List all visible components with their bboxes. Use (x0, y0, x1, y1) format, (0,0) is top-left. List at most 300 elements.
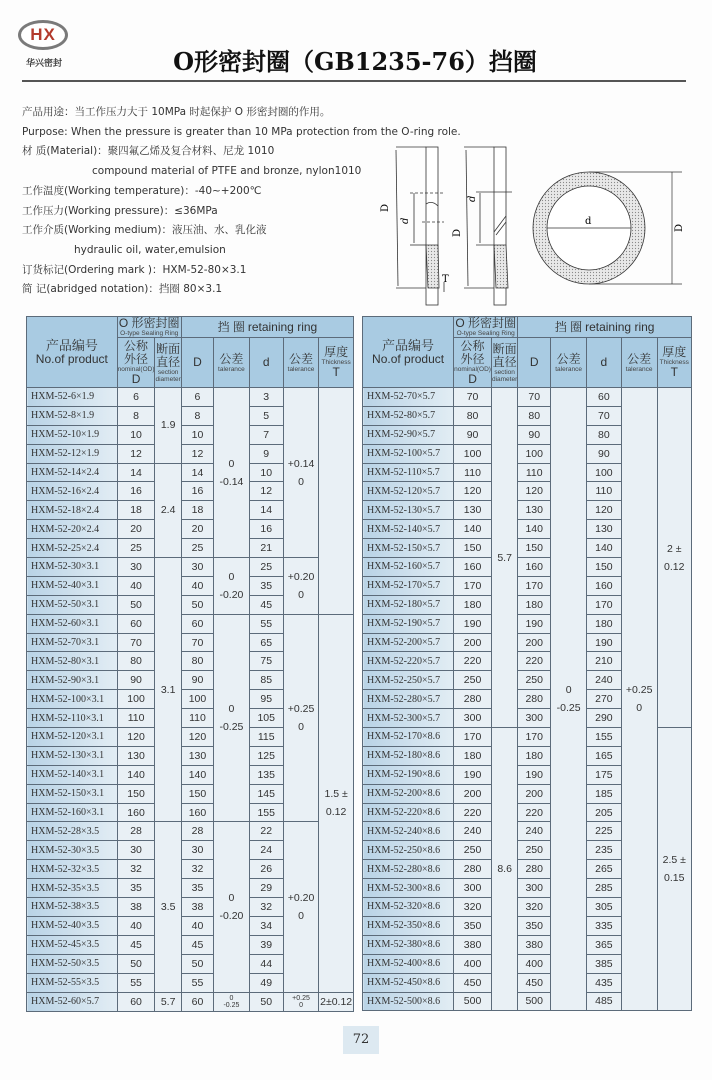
working-medium-en: hydraulic oil, water,emulsion (74, 243, 226, 256)
retaining-d: 150 (587, 558, 622, 577)
product-code: HXM-52-150×5.7 (363, 539, 454, 558)
nominal-od: 35 (117, 879, 155, 898)
retaining-d: 49 (249, 973, 283, 992)
material-en: compound material of PTFE and bronze, nylon1010 (92, 165, 362, 178)
retaining-d: 65 (249, 633, 283, 652)
nominal-od: 90 (117, 671, 155, 690)
product-code: HXM-52-60×3.1 (27, 614, 118, 633)
header-tol-cn: 公差 (289, 351, 314, 366)
D-tolerance-line: -0.25 (219, 721, 244, 734)
header-tol-en: talerance (555, 365, 582, 373)
product-code: HXM-52-450×8.6 (363, 973, 454, 992)
section-diameter (491, 728, 517, 1011)
left-header-oring (117, 317, 181, 338)
product-code: HXM-52-12×1.9 (27, 444, 118, 463)
table-row (27, 822, 354, 841)
side-view-1-label-d: d (400, 217, 411, 224)
retaining-D: 90 (181, 671, 213, 690)
retaining-d: 25 (249, 558, 283, 577)
nominal-od: 40 (117, 916, 155, 935)
logo-mark: HX (30, 25, 56, 44)
retaining-D: 25 (181, 539, 213, 558)
header-tol-cn: 公差 (556, 351, 581, 366)
product-code: HXM-52-130×3.1 (27, 746, 118, 765)
retaining-D: 220 (518, 652, 551, 671)
retaining-d: 185 (587, 784, 622, 803)
retaining-D: 500 (518, 992, 551, 1011)
section-diameter-line: 5.7 (497, 551, 512, 564)
left-header-D (181, 338, 213, 388)
nominal-od: 200 (454, 784, 492, 803)
section-diameter-line: 5.7 (160, 995, 176, 1008)
header-nominal-en: nominal(OD) (454, 365, 491, 373)
d-tolerance-line: 0 (298, 721, 304, 734)
side-view-1 (396, 147, 444, 305)
header-product-en: No.of product (372, 352, 445, 366)
retaining-D: 120 (518, 482, 551, 501)
nominal-od: 150 (117, 784, 155, 803)
left-header-section (155, 338, 181, 388)
product-code: HXM-52-110×5.7 (363, 463, 454, 482)
thickness-line: 2 ± (667, 542, 682, 555)
retaining-d: 75 (249, 652, 283, 671)
product-code: HXM-52-320×8.6 (363, 898, 454, 917)
product-code: HXM-52-120×3.1 (27, 728, 118, 747)
header-nominal-sym: D (131, 371, 141, 386)
nominal-od: 16 (117, 482, 155, 501)
header-section-cn1: 断面 (156, 341, 181, 356)
title-divider (22, 80, 686, 82)
retaining-d: 5 (249, 406, 283, 425)
D-tolerance (214, 388, 250, 558)
retaining-D: 180 (518, 746, 551, 765)
retaining-d: 34 (249, 916, 283, 935)
retaining-D: 130 (181, 746, 213, 765)
d-tolerance-line: 0 (636, 702, 643, 715)
d-tolerance (283, 558, 319, 615)
left-header-nominal (117, 338, 155, 388)
front-view-label-d: d (585, 216, 592, 227)
product-code: HXM-52-50×3.1 (27, 595, 118, 614)
nominal-od: 170 (454, 728, 492, 747)
nominal-od: 300 (454, 879, 492, 898)
nominal-od: 250 (454, 841, 492, 860)
retaining-D: 55 (181, 973, 213, 992)
product-code: HXM-52-25×2.4 (27, 539, 118, 558)
nominal-od: 160 (117, 803, 155, 822)
nominal-od: 200 (454, 633, 492, 652)
header-product-cn: 产品编号 (382, 338, 435, 353)
retaining-d: 305 (587, 898, 622, 917)
D-tolerance (214, 558, 250, 615)
product-code: HXM-52-250×5.7 (363, 671, 454, 690)
header-retaining-cn: 挡 圈 (217, 319, 245, 334)
d-tolerance-line: +0.25 (625, 684, 653, 697)
nominal-od: 350 (454, 916, 492, 935)
nominal-od: 220 (454, 803, 492, 822)
retaining-D: 40 (181, 576, 213, 595)
section-diameter (155, 388, 181, 464)
section-diameter-line: 3.5 (160, 900, 176, 913)
retaining-d: 50 (249, 992, 283, 1011)
product-code: HXM-52-18×2.4 (27, 501, 118, 520)
retaining-D: 380 (518, 935, 551, 954)
nominal-od: 8 (117, 406, 155, 425)
retaining-D: 300 (518, 879, 551, 898)
retaining-D: 14 (181, 463, 213, 482)
D-tolerance-line: 0 (565, 684, 572, 697)
section-diameter-line: 8.6 (497, 863, 512, 876)
retaining-d: 95 (249, 690, 283, 709)
retaining-D: 60 (181, 614, 213, 633)
retaining-d: 140 (587, 539, 622, 558)
product-code: HXM-52-150×3.1 (27, 784, 118, 803)
nominal-od: 20 (117, 520, 155, 539)
product-code: HXM-52-20×2.4 (27, 520, 118, 539)
nominal-od: 30 (117, 841, 155, 860)
d-tolerance-line: +0.25 (287, 703, 315, 716)
header-section-cn1: 断面 (492, 341, 517, 356)
nominal-od: 28 (117, 822, 155, 841)
product-code: HXM-52-80×5.7 (363, 406, 454, 425)
nominal-od: 70 (117, 633, 155, 652)
retaining-D: 170 (518, 576, 551, 595)
d-tolerance-line: 0 (299, 1001, 303, 1009)
abridged-notation: 简 记(abridged notation)：挡圈 80×3.1 (22, 283, 223, 296)
d-tolerance (283, 614, 319, 822)
d-tolerance-line: 0 (298, 588, 304, 601)
retaining-D: 280 (518, 860, 551, 879)
product-code: HXM-52-30×3.1 (27, 558, 118, 577)
nominal-od: 190 (454, 765, 492, 784)
retaining-d: 14 (249, 501, 283, 520)
nominal-od: 110 (454, 463, 492, 482)
product-code: HXM-52-300×5.7 (363, 709, 454, 728)
product-code: HXM-52-32×3.5 (27, 860, 118, 879)
nominal-od: 110 (117, 709, 155, 728)
nominal-od: 100 (454, 444, 492, 463)
header-tol-en: talerance (218, 365, 245, 373)
product-code: HXM-52-120×5.7 (363, 482, 454, 501)
header-tol-en: talerance (625, 365, 653, 373)
d-tolerance-line: 0 (298, 475, 304, 488)
retaining-D: 70 (518, 388, 551, 407)
product-code: HXM-52-160×3.1 (27, 803, 118, 822)
header-section-cn2: 直径 (492, 354, 517, 369)
retaining-D: 150 (518, 539, 551, 558)
working-pressure: 工作压力(Working pressure)：≤36MPa (22, 204, 218, 217)
retaining-d: 85 (249, 671, 283, 690)
product-code: HXM-52-40×3.1 (27, 576, 118, 595)
D-tolerance-line: -0.14 (219, 475, 244, 488)
product-code: HXM-52-80×3.1 (27, 652, 118, 671)
product-code: HXM-52-28×3.5 (27, 822, 118, 841)
nominal-od: 140 (454, 520, 492, 539)
left-header-product (27, 317, 118, 388)
retaining-D: 160 (181, 803, 213, 822)
retaining-D: 140 (181, 765, 213, 784)
retaining-D: 28 (181, 822, 213, 841)
D-tolerance-line: -0.20 (219, 909, 244, 922)
retaining-d: 225 (587, 822, 622, 841)
retaining-D: 100 (181, 690, 213, 709)
header-section-en2: diameter (491, 375, 518, 383)
thickness-line: 0.12 (664, 560, 685, 573)
retaining-D: 200 (518, 784, 551, 803)
retaining-d: 21 (249, 539, 283, 558)
retaining-d: 335 (587, 916, 622, 935)
spec-table-right (362, 316, 692, 1011)
retaining-d: 435 (587, 973, 622, 992)
retaining-d: 385 (587, 954, 622, 973)
d-tolerance-line: +0.14 (287, 457, 315, 470)
product-code: HXM-52-350×8.6 (363, 916, 454, 935)
retaining-d: 290 (587, 709, 622, 728)
nominal-od: 60 (117, 614, 155, 633)
thickness (319, 992, 354, 1011)
retaining-D: 32 (181, 860, 213, 879)
retaining-D: 280 (518, 690, 551, 709)
product-code: HXM-52-55×3.5 (27, 973, 118, 992)
retaining-d: 70 (587, 406, 622, 425)
retaining-d: 39 (249, 935, 283, 954)
header-D-label: D (193, 355, 202, 369)
retaining-d: 7 (249, 425, 283, 444)
nominal-od: 150 (454, 539, 492, 558)
retaining-d: 12 (249, 482, 283, 501)
retaining-D: 10 (181, 425, 213, 444)
retaining-d: 35 (249, 576, 283, 595)
table-row (27, 388, 354, 407)
retaining-d: 210 (587, 652, 622, 671)
retaining-D: 160 (518, 558, 551, 577)
product-code: HXM-52-220×8.6 (363, 803, 454, 822)
retaining-d: 26 (249, 860, 283, 879)
product-code: HXM-52-50×3.5 (27, 954, 118, 973)
product-code: HXM-52-110×3.1 (27, 709, 118, 728)
nominal-od: 190 (454, 614, 492, 633)
nominal-od: 45 (117, 935, 155, 954)
retaining-D: 240 (518, 822, 551, 841)
retaining-d: 165 (587, 746, 622, 765)
thickness-line: 2±0.12 (320, 995, 353, 1008)
nominal-od: 280 (454, 690, 492, 709)
retaining-D: 250 (518, 841, 551, 860)
D-tolerance (214, 992, 250, 1011)
product-code: HXM-52-8×1.9 (27, 406, 118, 425)
D-tolerance-line: 0 (228, 703, 235, 716)
section-diameter-line: 3.1 (160, 683, 176, 696)
product-code: HXM-52-45×3.5 (27, 935, 118, 954)
right-header-retaining (518, 317, 692, 338)
d-tolerance (621, 388, 657, 1011)
product-code: HXM-52-90×5.7 (363, 425, 454, 444)
nominal-od: 100 (117, 690, 155, 709)
purpose-cn: 产品用途：当工作压力大于 10MPa 时起保护 O 形密封圈的作用。 (22, 106, 331, 118)
retaining-d: 155 (587, 728, 622, 747)
product-code: HXM-52-280×5.7 (363, 690, 454, 709)
d-tolerance (283, 388, 319, 558)
D-tolerance (551, 388, 587, 1011)
product-code: HXM-52-200×8.6 (363, 784, 454, 803)
retaining-d: 45 (249, 595, 283, 614)
thickness-line: 0.15 (664, 872, 685, 885)
retaining-d: 160 (587, 576, 622, 595)
retaining-D: 300 (518, 709, 551, 728)
header-section-en1: section (494, 368, 515, 376)
retaining-d: 3 (249, 388, 283, 407)
nominal-od: 130 (454, 501, 492, 520)
retaining-d: 115 (249, 728, 283, 747)
retaining-D: 120 (181, 728, 213, 747)
retaining-D: 70 (181, 633, 213, 652)
retaining-d: 365 (587, 935, 622, 954)
left-header-thickness (319, 338, 354, 388)
thickness (657, 728, 691, 1011)
retaining-D: 45 (181, 935, 213, 954)
nominal-od: 38 (117, 898, 155, 917)
product-code: HXM-52-170×5.7 (363, 576, 454, 595)
retaining-D: 180 (518, 595, 551, 614)
header-D-label: D (529, 355, 539, 369)
retaining-D: 40 (181, 916, 213, 935)
nominal-od: 160 (454, 558, 492, 577)
retaining-D: 140 (518, 520, 551, 539)
header-section-cn2: 直径 (156, 354, 181, 369)
product-code: HXM-52-190×5.7 (363, 614, 454, 633)
right-header-d-tolerance (621, 338, 657, 388)
side-view-2 (464, 147, 512, 305)
header-tol-en: talerance (287, 365, 315, 373)
header-d-label: d (600, 355, 608, 369)
left-header-d-tolerance (283, 338, 319, 388)
retaining-D: 150 (181, 784, 213, 803)
retaining-d: 180 (587, 614, 622, 633)
D-tolerance-line: -0.20 (219, 588, 244, 601)
retaining-d: 90 (587, 444, 622, 463)
retaining-D: 100 (518, 444, 551, 463)
nominal-od: 120 (117, 728, 155, 747)
header-nominal-cn2: 外径 (124, 351, 149, 366)
product-code: HXM-52-70×3.1 (27, 633, 118, 652)
header-thick-cn: 厚度 (324, 345, 349, 359)
product-code: HXM-52-100×3.1 (27, 690, 118, 709)
retaining-d: 170 (587, 595, 622, 614)
d-tolerance-line: +0.20 (287, 891, 315, 904)
retaining-D: 190 (518, 614, 551, 633)
working-temperature: 工作温度(Working temperature)：-40~+200℃ (22, 184, 262, 197)
nominal-od: 60 (117, 992, 155, 1011)
nominal-od: 40 (117, 576, 155, 595)
retaining-D: 30 (181, 558, 213, 577)
D-tolerance-line: 0 (228, 457, 235, 470)
nominal-od: 80 (117, 652, 155, 671)
product-code: HXM-52-220×5.7 (363, 652, 454, 671)
header-section-en2: diameter (155, 375, 181, 383)
product-code: HXM-52-300×8.6 (363, 879, 454, 898)
product-code: HXM-52-170×8.6 (363, 728, 454, 747)
retaining-d: 29 (249, 879, 283, 898)
product-code: HXM-52-160×5.7 (363, 558, 454, 577)
nominal-od: 300 (454, 709, 492, 728)
retaining-d: 32 (249, 898, 283, 917)
front-view-label-D: D (674, 223, 685, 232)
product-code: HXM-52-140×5.7 (363, 520, 454, 539)
section-diameter (155, 992, 181, 1011)
working-medium-cn: 工作介质(Working medium)：液压油、水、乳化液 (22, 224, 267, 237)
header-nominal-cn1: 公称 (460, 338, 485, 353)
thickness-line: 1.5 ± (324, 788, 348, 801)
nominal-od: 14 (117, 463, 155, 482)
retaining-d: 235 (587, 841, 622, 860)
header-thick-cn: 厚度 (662, 345, 687, 359)
retaining-D: 50 (181, 595, 213, 614)
table-row (27, 558, 354, 577)
product-code: HXM-52-70×5.7 (363, 388, 454, 407)
nominal-od: 120 (454, 482, 492, 501)
header-oring-cn: O 形密封圈 (118, 316, 180, 330)
product-code: HXM-52-280×8.6 (363, 860, 454, 879)
d-tolerance-line: 0 (298, 909, 304, 922)
D-tolerance-line: 0 (228, 570, 235, 583)
header-thick-sym: T (332, 365, 340, 379)
nominal-od: 320 (454, 898, 492, 917)
retaining-D: 35 (181, 879, 213, 898)
header-tol-cn: 公差 (219, 351, 244, 366)
retaining-D: 12 (181, 444, 213, 463)
nominal-od: 80 (454, 406, 492, 425)
logo-subtitle: 华兴密封 (25, 59, 62, 69)
header-nominal-en: nominal(OD) (117, 365, 155, 373)
table-row (27, 614, 354, 633)
retaining-D: 200 (518, 633, 551, 652)
retaining-D: 350 (518, 916, 551, 935)
retaining-D: 400 (518, 954, 551, 973)
product-code: HXM-52-200×5.7 (363, 633, 454, 652)
product-code: HXM-52-400×8.6 (363, 954, 454, 973)
header-oring-cn: O 形密封圈 (455, 316, 517, 330)
side-view-1-label-T: T (442, 274, 449, 285)
nominal-od: 12 (117, 444, 155, 463)
d-tolerance-line: +0.20 (287, 570, 315, 583)
header-tol-cn: 公差 (627, 351, 652, 366)
nominal-od: 90 (454, 425, 492, 444)
retaining-D: 60 (181, 992, 213, 1011)
retaining-D: 80 (181, 652, 213, 671)
right-header-product (363, 317, 454, 388)
nominal-od: 32 (117, 860, 155, 879)
thickness-line: 0.12 (325, 806, 347, 819)
product-code: HXM-52-6×1.9 (27, 388, 118, 407)
header-thick-en: Thickness (321, 359, 351, 366)
nominal-od: 450 (454, 973, 492, 992)
product-code: HXM-52-250×8.6 (363, 841, 454, 860)
retaining-d: 135 (249, 765, 283, 784)
retaining-D: 110 (181, 709, 213, 728)
retaining-D: 320 (518, 898, 551, 917)
D-tolerance-line: 0 (228, 891, 235, 904)
nominal-od: 130 (117, 746, 155, 765)
retaining-D: 220 (518, 803, 551, 822)
product-code: HXM-52-130×5.7 (363, 501, 454, 520)
product-code: HXM-52-90×3.1 (27, 671, 118, 690)
retaining-D: 450 (518, 973, 551, 992)
product-code: HXM-52-14×2.4 (27, 463, 118, 482)
side-view-2-label-d: d (467, 195, 478, 202)
d-tolerance (283, 992, 319, 1011)
nominal-od: 55 (117, 973, 155, 992)
retaining-D: 20 (181, 520, 213, 539)
